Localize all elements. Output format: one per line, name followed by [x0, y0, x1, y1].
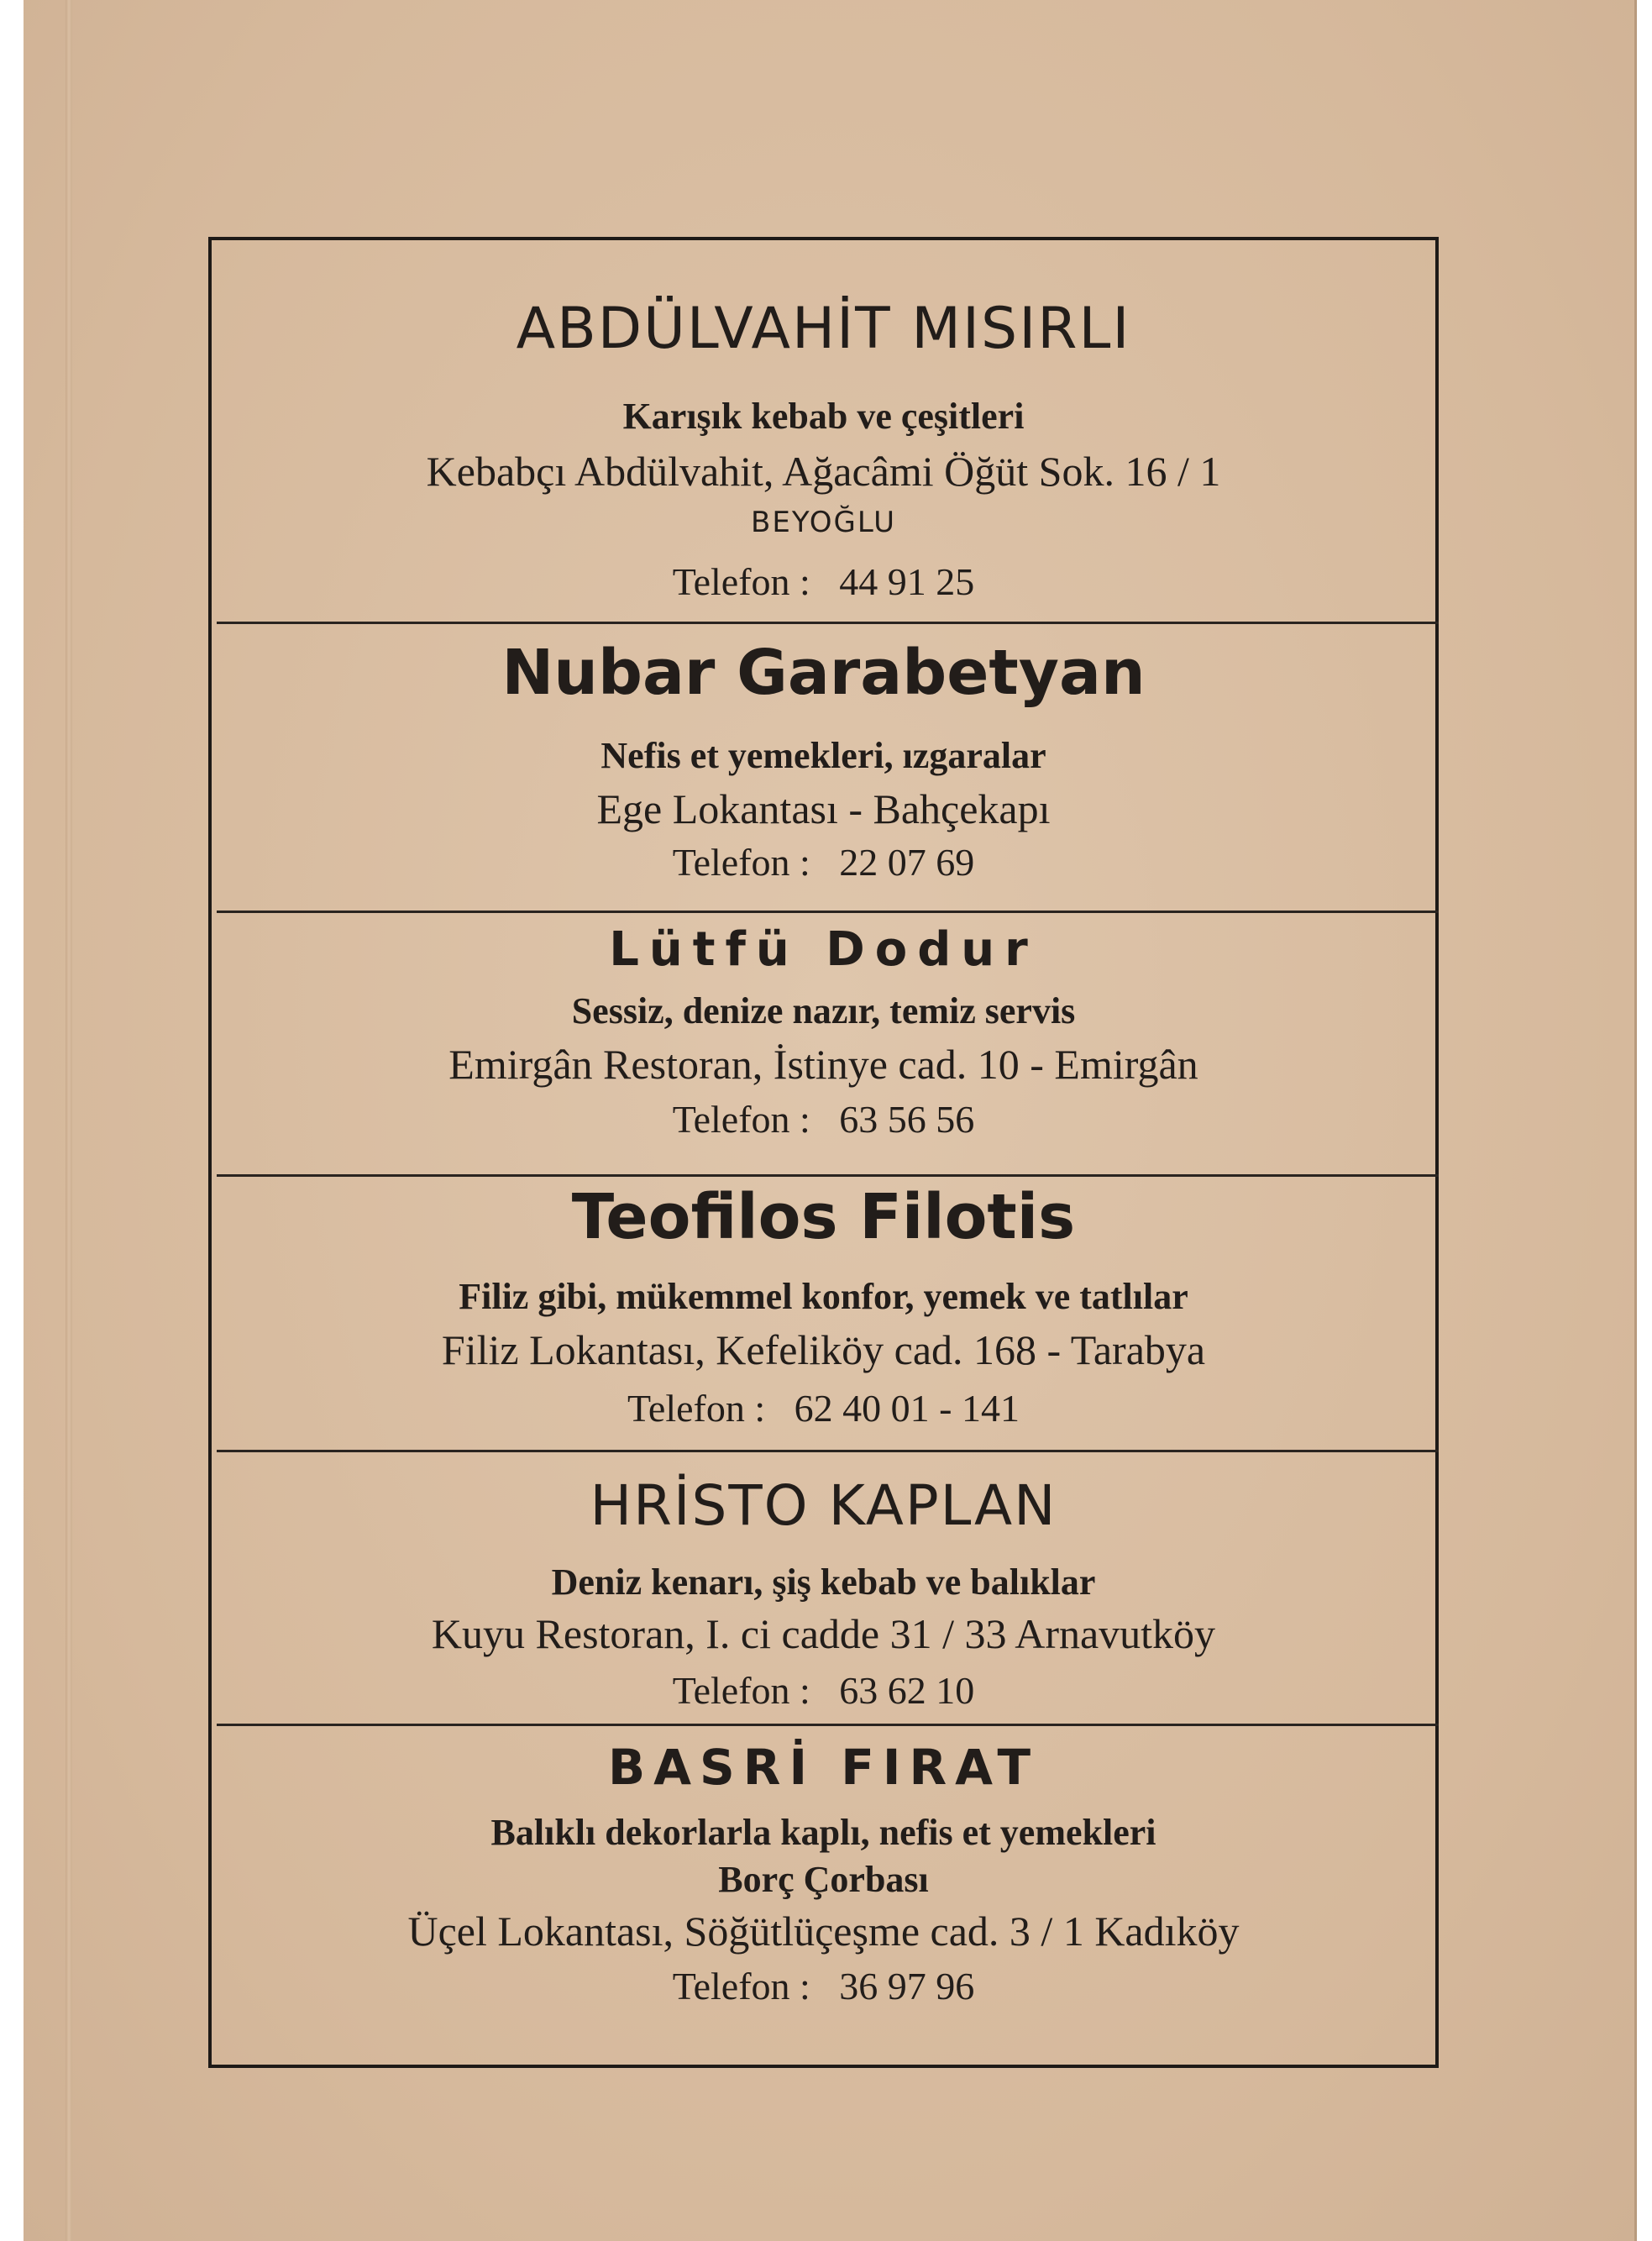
phone-number: 36 97 96: [839, 1965, 975, 2007]
phone-label: Telefon :: [672, 1098, 810, 1141]
phone-label: Telefon :: [672, 560, 810, 603]
listing-address: Kebabçı Abdülvahit, Ağacâmi Öğüt Sok. 16 / 1: [426, 448, 1221, 495]
listing-address: Emirgân Restoran, İstinye cad. 10 - Emirgân: [448, 1041, 1198, 1088]
listing-name: Lütfü Dodur: [609, 922, 1038, 977]
listing-teofilos: [222, 1178, 1425, 1446]
listing-name: HRİSTO KAPLAN: [590, 1473, 1057, 1538]
listing-name: Teofilos Filotis: [571, 1181, 1076, 1253]
listing-specialty: Borç Çorbası: [718, 1859, 929, 1900]
phone-number: 22 07 69: [839, 841, 975, 884]
page-fold: [66, 0, 72, 2241]
listing-hristo: [222, 1453, 1425, 1722]
listing-district: BEYOĞLU: [751, 506, 896, 539]
listing-tagline: Sessiz, denize nazır, temiz servis: [571, 990, 1076, 1031]
phone-number: 63 56 56: [839, 1098, 975, 1141]
listing-basri: [222, 1727, 1425, 2055]
listing-name: ABDÜLVAHİT MISIRLI: [516, 296, 1131, 362]
advertisement-frame: [208, 237, 1439, 2068]
listing-nubar: [222, 625, 1425, 911]
listing-address: Kuyu Restoran, I. ci cadde 31 / 33 Arnavutköy: [431, 1610, 1216, 1657]
listing-phone: [222, 1386, 1425, 1430]
listing-name: Nubar Garabetyan: [501, 637, 1146, 709]
listing-abdulvahit: [222, 252, 1425, 622]
listing-phone: [222, 1097, 1425, 1141]
listing-address: Ege Lokantası - Bahçekapı: [596, 785, 1051, 832]
divider: [217, 1174, 1439, 1177]
listing-address: Filiz Lokantası, Kefeliköy cad. 168 - Tarabya: [441, 1326, 1206, 1373]
listing-phone: [222, 1668, 1425, 1713]
listing-tagline: Balıklı dekorlarla kaplı, nefis et yemekleri: [490, 1812, 1156, 1853]
phone-label: Telefon :: [672, 1669, 810, 1712]
phone-number: 44 91 25: [839, 560, 975, 603]
phone-label: Telefon :: [672, 1965, 810, 2007]
listing-phone: [222, 559, 1425, 604]
phone-number: 63 62 10: [839, 1669, 975, 1712]
listing-lutfu: [222, 914, 1425, 1166]
listing-tagline: Karışık kebab ve çeşitleri: [622, 396, 1025, 437]
divider: [217, 911, 1439, 913]
listing-tagline: Nefis et yemekleri, ızgaralar: [600, 735, 1046, 776]
phone-label: Telefon :: [627, 1387, 766, 1430]
divider: [217, 1724, 1439, 1726]
divider: [217, 1450, 1439, 1452]
phone-number: 62 40 01 - 141: [794, 1387, 1020, 1430]
phone-label: Telefon :: [672, 841, 810, 884]
listing-tagline: Filiz gibi, mükemmel konfor, yemek ve tatlılar: [459, 1276, 1188, 1317]
listing-name: BASRİ FIRAT: [607, 1739, 1040, 1796]
listing-phone: [222, 1964, 1425, 2008]
divider: [217, 622, 1439, 624]
listing-phone: [222, 840, 1425, 884]
listing-tagline: Deniz kenarı, şiş kebab ve balıklar: [551, 1561, 1096, 1603]
listing-address: Üçel Lokantası, Söğütlüçeşme cad. 3 / 1 Kadıköy: [407, 1908, 1240, 1955]
